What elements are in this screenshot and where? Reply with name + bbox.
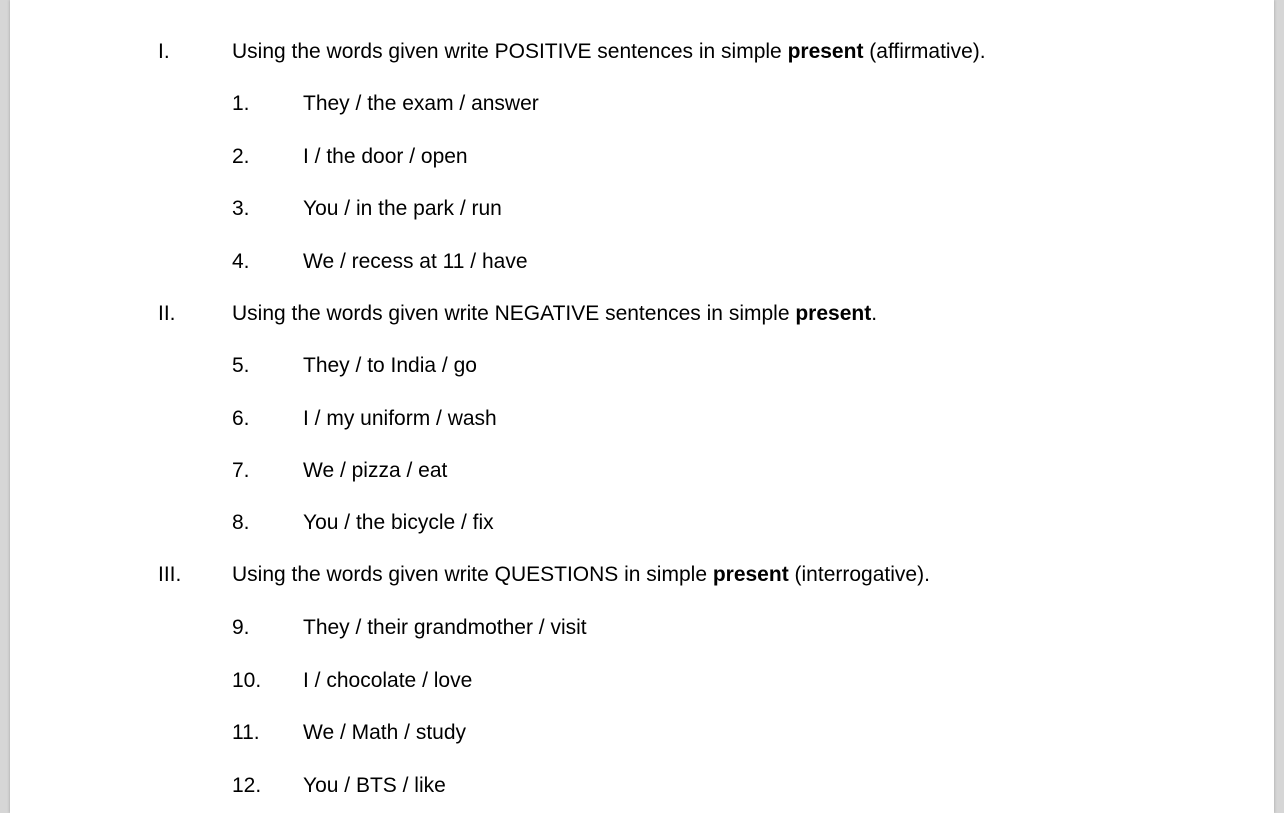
item-number: 3. [232, 197, 250, 220]
instruction-text-end: (affirmative). [863, 40, 986, 63]
item-prompt: They / their grandmother / visit [303, 616, 587, 639]
item-prompt: You / BTS / like [303, 774, 446, 797]
item-number: 2. [232, 145, 250, 168]
instruction-text: Using the words given write NEGATIVE sentences in simple [232, 302, 796, 325]
item-prompt: You / in the park / run [303, 197, 502, 220]
instruction-text: Using the words given write QUESTIONS in simple [232, 563, 713, 586]
document-page [10, 0, 1274, 813]
section-instruction [232, 299, 877, 329]
item-number: 10. [232, 669, 262, 692]
item-number: 11. [232, 721, 260, 744]
item-number: 9. [232, 616, 250, 639]
instruction-bold: present [712, 563, 789, 586]
section-numeral: II. [158, 302, 176, 325]
instruction-text: Using the words given write POSITIVE sentences in simple [232, 40, 788, 63]
item-number: 1. [232, 92, 250, 115]
instruction-text-end: . [871, 302, 878, 325]
section-numeral: III. [158, 563, 182, 586]
section-instruction [232, 560, 930, 590]
item-prompt: You / the bicycle / fix [303, 511, 494, 534]
item-prompt: We / pizza / eat [303, 459, 448, 482]
item-number: 6. [232, 407, 250, 430]
section-numeral: I. [158, 40, 170, 63]
item-prompt: I / chocolate / love [303, 669, 473, 692]
item-prompt: We / Math / study [303, 721, 467, 744]
instruction-bold: present [787, 40, 864, 63]
item-prompt: I / the door / open [303, 145, 468, 168]
item-prompt: We / recess at 11 / have [303, 250, 528, 273]
item-number: 8. [232, 511, 250, 534]
item-prompt: I / my uniform / wash [303, 407, 497, 430]
instruction-text-end: (interrogative). [788, 563, 930, 586]
section-instruction [232, 37, 986, 67]
item-prompt: They / the exam / answer [303, 92, 539, 115]
item-prompt: They / to India / go [303, 354, 477, 377]
item-number: 7. [232, 459, 250, 482]
item-number: 5. [232, 354, 250, 377]
item-number: 4. [232, 250, 250, 273]
instruction-bold: present [795, 302, 872, 325]
item-number: 12. [232, 774, 262, 797]
